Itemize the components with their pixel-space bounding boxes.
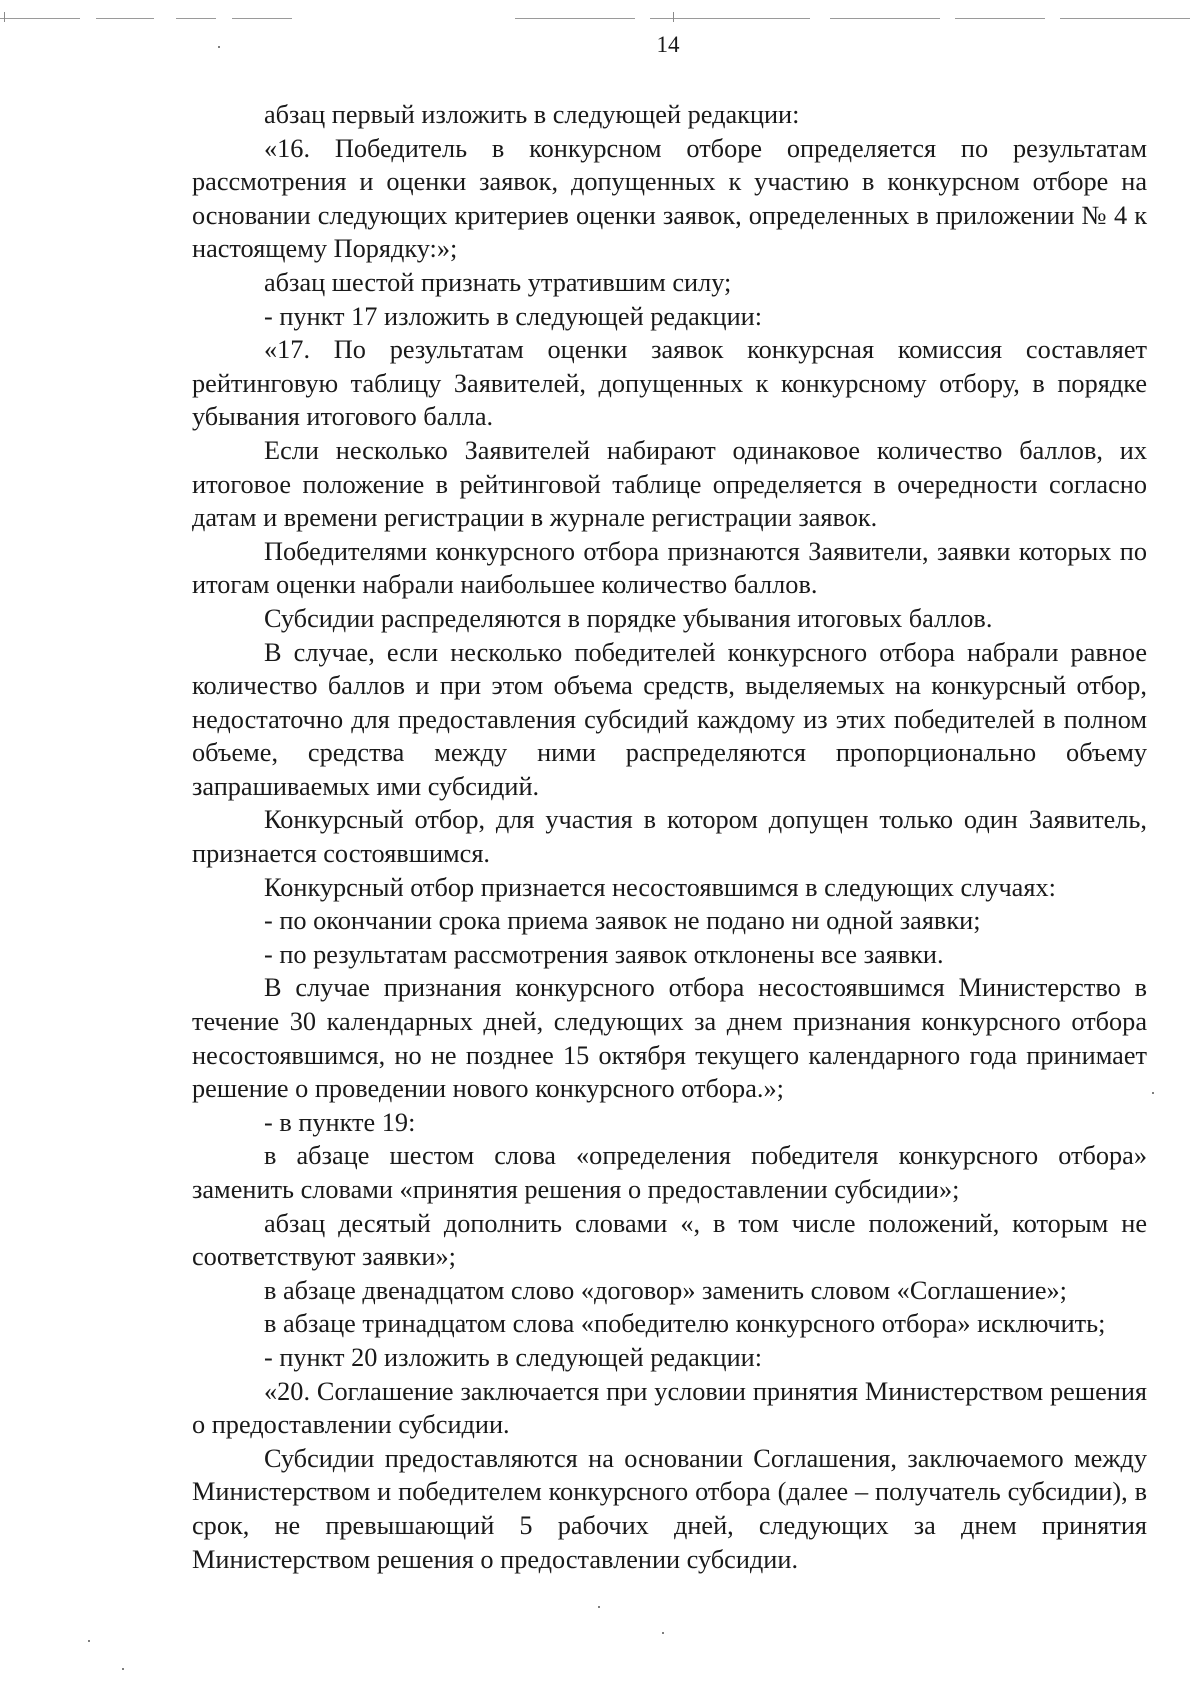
paragraph: - по окончании срока приема заявок не подано ни одной заявки; bbox=[264, 906, 981, 936]
paragraph: «20. Соглашение заключается при условии принятия Министерством решения о предоставлении субсидии. bbox=[192, 1376, 1147, 1440]
paragraph: «17. По результатам оценки заявок конкурсная комиссия составляет рейтинговую таблицу Заявителей, допущенных к конкурсному отбору, в порядке убывания итогового балла. bbox=[192, 335, 1147, 432]
paragraph: абзац первый изложить в следующей редакции: bbox=[264, 100, 800, 129]
scan-speck bbox=[218, 46, 220, 48]
paragraph: - по результатам рассмотрения заявок отклонены все заявки. bbox=[264, 939, 944, 969]
scan-speck bbox=[122, 1668, 124, 1670]
scan-speck bbox=[1152, 1092, 1154, 1094]
paragraph: в абзаце шестом слова «определения победителя конкурсного отбора» заменить словами «принятия решения о предоставлении субсидии»; bbox=[192, 1141, 1147, 1204]
scan-edge-line bbox=[0, 18, 1200, 24]
paragraph: абзац шестой признать утратившим силу; bbox=[264, 267, 732, 297]
paragraph: Победителями конкурсного отбора признаются Заявители, заявки которых по итогам оценки набрали наибольшее количество баллов. bbox=[192, 536, 1147, 600]
paragraph: - в пункте 19: bbox=[264, 1107, 416, 1137]
paragraph: «16. Победитель в конкурсном отборе определяется по результатам рассмотрения и оценки заявок, допущенных к участию в конкурсном отборе на основании следующих критериев оценки заявок, определенных в приложении № 4 к настоящему Порядку:»; bbox=[192, 133, 1147, 264]
paragraph: - пункт 20 изложить в следующей редакции: bbox=[264, 1342, 763, 1372]
scan-speck bbox=[598, 1606, 600, 1608]
paragraph: в абзаце тринадцатом слова «победителю конкурсного отбора» исключить; bbox=[264, 1309, 1106, 1339]
paragraph: абзац десятый дополнить словами «, в том числе положений, которым не соответствуют заявки»; bbox=[192, 1208, 1147, 1272]
paragraph: Субсидии распределяются в порядке убывания итоговых баллов. bbox=[264, 603, 993, 633]
paragraph: Конкурсный отбор, для участия в котором допущен только один Заявитель, признается состоявшимся. bbox=[192, 805, 1147, 869]
page-number: 14 bbox=[656, 32, 680, 57]
paragraph: Если несколько Заявителей набирают одинаковое количество баллов, их итоговое положение в рейтинговой таблице определяется в очередности согласно датам и времени регистрации в журнале регистрации заявок. bbox=[192, 435, 1147, 533]
scan-speck bbox=[88, 1640, 90, 1642]
paragraph: Конкурсный отбор признается несостоявшимся в следующих случаях: bbox=[264, 872, 1056, 902]
paragraph: в абзаце двенадцатом слово «договор» заменить словом «Соглашение»; bbox=[264, 1275, 1067, 1305]
scan-speck bbox=[662, 1632, 664, 1634]
paragraph: - пункт 17 изложить в следующей редакции: bbox=[264, 301, 763, 331]
paragraph: В случае признания конкурсного отбора несостоявшимся Министерство в течение 30 календарных дней, следующих за днем признания конкурсного отбора несостоявшимся, но не позднее 15 октября текущего календарного года принимает решение о проведении нового конкурсного отбора.»; bbox=[192, 973, 1147, 1104]
paragraph: Субсидии предоставляются на основании Соглашения, заключаемого между Министерством и победителем конкурсного отбора (далее – получатель субсидии), в срок, не превышающий 5 рабочих дней, следующих за днем принятия Министерством решения о предоставлении субсидии. bbox=[192, 1443, 1147, 1574]
paragraph: В случае, если несколько победителей конкурсного отбора набрали равное количество баллов и при этом объема средств, выделяемых на конкурсный отбор, недостаточно для предоставления субсидий каждому из этих победителей в полном объеме, средства между ними распределяются пропорционально объему запрашиваемых ими субсидий. bbox=[192, 637, 1147, 801]
document-body bbox=[192, 98, 1147, 1576]
